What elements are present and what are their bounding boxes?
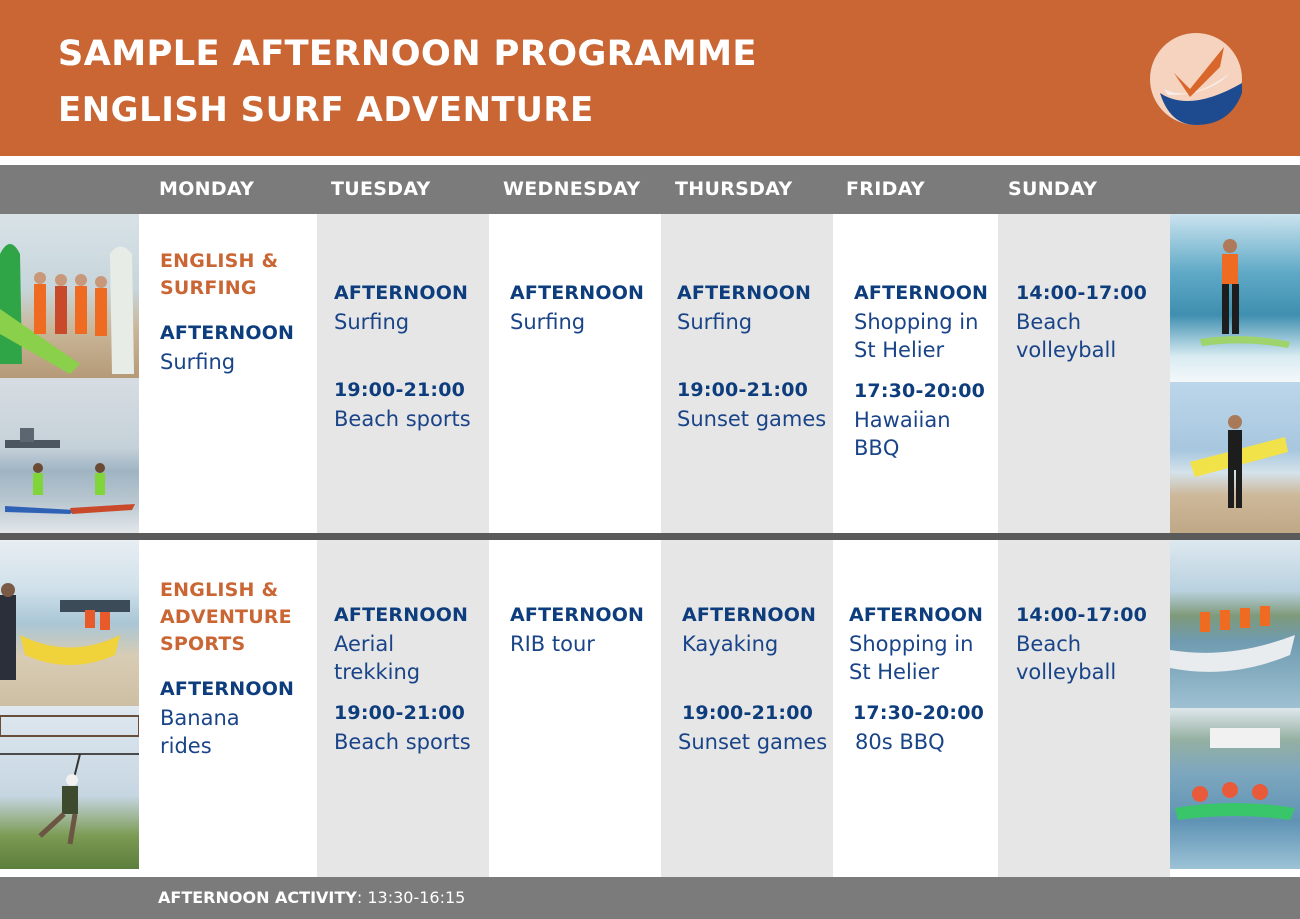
- adventure-monday-heading: AFTERNOON: [160, 678, 295, 700]
- day-friday: FRIDAY: [846, 178, 925, 200]
- day-tuesday: TUESDAY: [331, 178, 431, 200]
- adventure-programme-cell: [160, 577, 310, 760]
- day-header-row: [0, 165, 1300, 214]
- adventure-thursday-eve-activity: Sunset games: [678, 730, 828, 754]
- surf-wednesday-heading: AFTERNOON: [510, 282, 645, 304]
- surf-thursday-eve-activity: Sunset games: [677, 407, 827, 431]
- surf-friday-eve-time: 17:30-20:00: [854, 380, 986, 402]
- adventure-tuesday-activity: Aerial trekking: [334, 632, 421, 684]
- adventure-tuesday-cell: [334, 604, 484, 756]
- adventure-tuesday-eve-time: 19:00-21:00: [334, 702, 466, 724]
- surf-friday-cell: [854, 282, 994, 462]
- adventure-sunday-activity: Beach volleyball: [1016, 632, 1117, 684]
- surf-monday-activity: Surfing: [160, 350, 236, 374]
- photo-surf-lesson: [0, 378, 139, 533]
- day-thursday: THURSDAY: [675, 178, 793, 200]
- adventure-thursday-eve-time: 19:00-21:00: [682, 702, 814, 724]
- photo-banana-boat: [0, 540, 139, 706]
- surf-tuesday-cell: [334, 282, 484, 433]
- adventure-thursday-heading: AFTERNOON: [682, 604, 817, 626]
- photo-rib-tour: [1170, 540, 1300, 708]
- photo-surfers-group: [0, 214, 139, 378]
- surf-tuesday-eve-activity: Beach sports: [334, 407, 471, 431]
- adventure-sunday-cell: [1016, 604, 1156, 686]
- surf-friday-activity: Shopping in St Helier: [854, 310, 979, 362]
- adventure-sunday-heading: 14:00-17:00: [1016, 604, 1148, 626]
- surf-monday-heading: AFTERNOON: [160, 322, 295, 344]
- surf-friday-eve-activity: Hawaiian BBQ: [854, 408, 951, 460]
- surf-tuesday-heading: AFTERNOON: [334, 282, 469, 304]
- adventure-friday-eve-time: 17:30-20:00: [853, 702, 985, 724]
- footer-time: : 13:30-16:15: [356, 888, 466, 907]
- surf-wednesday-cell: [510, 282, 660, 336]
- footer-note: [158, 888, 465, 907]
- surf-programme-title: ENGLISH & SURFING: [160, 250, 279, 299]
- photo-aerial-trek: [0, 706, 139, 869]
- surf-thursday-cell: [677, 282, 827, 433]
- adventure-friday-activity: Shopping in St Helier: [849, 632, 974, 684]
- adventure-wednesday-activity: RIB tour: [510, 632, 595, 656]
- logo-icon: [1150, 33, 1242, 125]
- day-wednesday: WEDNESDAY: [503, 178, 641, 200]
- surf-friday-heading: AFTERNOON: [854, 282, 989, 304]
- adventure-tuesday-eve-activity: Beach sports: [334, 730, 471, 754]
- page-title: SAMPLE AFTERNOON PROGRAMME: [58, 34, 757, 74]
- day-monday: MONDAY: [159, 178, 255, 200]
- surf-sunday-activity: Beach volleyball: [1016, 310, 1117, 362]
- surf-thursday-activity: Surfing: [677, 310, 753, 334]
- adventure-thursday-cell: [678, 604, 832, 756]
- adventure-friday-heading: AFTERNOON: [849, 604, 984, 626]
- photo-surfer-wave: [1170, 214, 1300, 382]
- surf-sunday-heading: 14:00-17:00: [1016, 282, 1148, 304]
- day-sunday: SUNDAY: [1008, 178, 1098, 200]
- photo-surfer-board: [1170, 382, 1300, 533]
- adventure-wednesday-cell: [510, 604, 660, 658]
- footer-label: AFTERNOON ACTIVITY: [158, 888, 357, 907]
- adventure-friday-eve-activity: 80s BBQ: [855, 730, 945, 754]
- adventure-wednesday-heading: AFTERNOON: [510, 604, 645, 626]
- surf-wednesday-activity: Surfing: [510, 310, 586, 334]
- surf-thursday-heading: AFTERNOON: [677, 282, 812, 304]
- surf-sunday-cell: [1016, 282, 1156, 364]
- adventure-programme-title: ENGLISH & ADVENTURE SPORTS: [160, 579, 292, 655]
- surf-tuesday-activity: Surfing: [334, 310, 410, 334]
- adventure-thursday-activity: Kayaking: [682, 632, 779, 656]
- photo-ringo-ride: [1170, 708, 1300, 869]
- page-subtitle: ENGLISH SURF ADVENTURE: [58, 90, 594, 130]
- adventure-monday-activity: Banana rides: [160, 706, 240, 758]
- surf-programme-cell: [160, 248, 310, 376]
- footer-bar: [0, 877, 1300, 919]
- header-banner: [0, 0, 1300, 156]
- adventure-friday-cell: [849, 604, 989, 756]
- row-divider: [0, 533, 1300, 540]
- adventure-tuesday-heading: AFTERNOON: [334, 604, 469, 626]
- surf-tuesday-eve-time: 19:00-21:00: [334, 379, 466, 401]
- surf-thursday-eve-time: 19:00-21:00: [677, 379, 809, 401]
